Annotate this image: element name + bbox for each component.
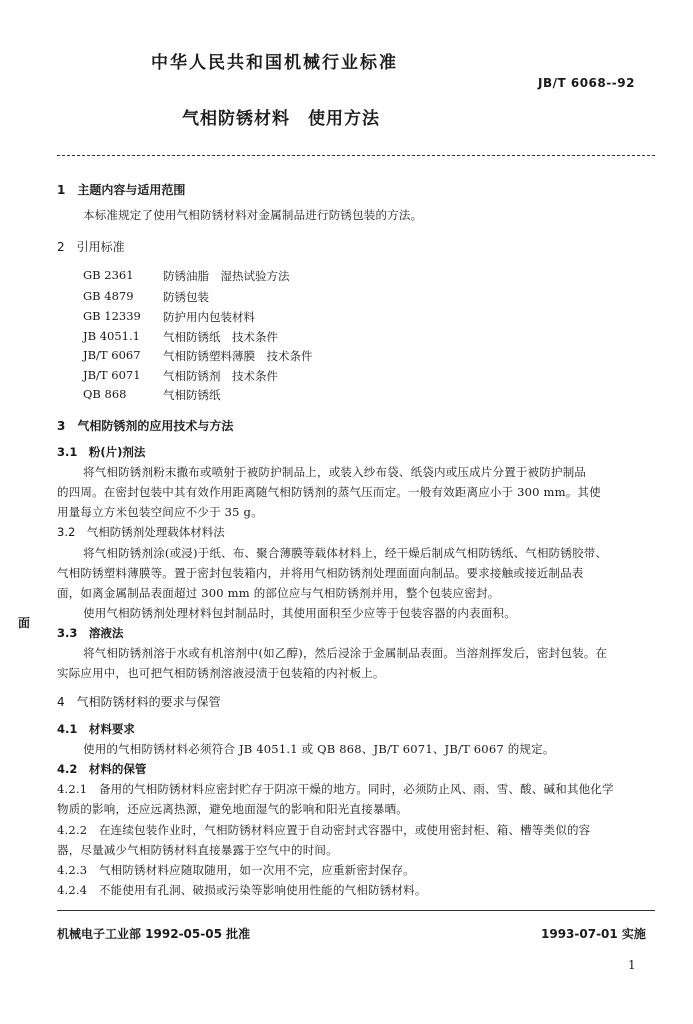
ref-code: JB/T 6071 <box>83 368 141 382</box>
section-3-1-line: 的四周。在密封包装中其有效作用距离随气相防锈剂的蒸气压而定。一般有效距离应小于 300 mm。其使 <box>57 485 601 499</box>
ref-title: 气相防锈塑料薄膜 技术条件 <box>163 349 313 363</box>
ref-code: GB 4879 <box>83 289 134 303</box>
org-title: 中华人民共和国机械行业标准 <box>151 53 398 73</box>
section-3-2-line: 气相防锈塑料薄膜等。置于密封包装箱内，并将用气相防锈剂处理面面向制品。要求接触或接近制品表 <box>57 566 584 580</box>
item-4-2-3: 4.2.3 气相防锈材料应随取随用，如一次用不完，应重新密封保存。 <box>57 863 415 877</box>
section-3-heading: 3 气相防锈剂的应用技术与方法 <box>57 419 234 433</box>
section-3-2-heading: 3.2 气相防锈剂处理载体材料法 <box>57 525 225 539</box>
header-rule <box>57 155 655 156</box>
implementation-date: 1993-07-01 实施 <box>541 927 646 941</box>
section-3-3-line: 将气相防锈剂溶于水或有机溶剂中(如乙醇)，然后浸涂于金属制品表面。当溶剂挥发后，密封包装。在 <box>83 646 608 660</box>
section-4-1-text: 使用的气相防锈材料必须符合 JB 4051.1 或 QB 868、JB/T 6071、JB/T 6067 的规定。 <box>83 742 555 756</box>
item-4-2-4: 4.2.4 不能使用有孔洞、破损或污染等影响使用性能的气相防锈材料。 <box>57 883 427 897</box>
page-number: 1 <box>628 958 636 972</box>
section-4-heading: 4 气相防锈材料的要求与保管 <box>57 695 221 709</box>
section-3-1-line: 将气相防锈剂粉末撒布或喷射于被防护制品上，或装入纱布袋、纸袋内或压成片分置于被防护制品 <box>83 465 587 479</box>
approval-line: 机械电子工业部 1992-05-05 批准 <box>57 927 251 941</box>
ref-title: 防锈油脂 湿热试验方法 <box>163 269 290 283</box>
ref-title: 气相防锈纸 技术条件 <box>163 330 278 344</box>
ref-code: GB 12339 <box>83 309 141 323</box>
ref-code: JB/T 6067 <box>83 348 141 362</box>
ref-title: 气相防锈纸 <box>163 388 221 402</box>
section-3-1-heading: 3.1 粉(片)剂法 <box>57 445 146 459</box>
section-3-3-line: 实际应用中，也可把气相防锈剂溶液浸渍于包装箱的内衬板上。 <box>57 666 385 680</box>
section-3-2-line: 将气相防锈剂涂(或浸)于纸、布、聚合薄膜等载体材料上，经干燥后制成气相防锈纸、气相防锈胶带、 <box>83 546 608 560</box>
ref-code: GB 2361 <box>83 268 134 282</box>
ref-code: QB 868 <box>83 387 127 401</box>
section-1-heading: 1 主题内容与适用范围 <box>57 183 186 197</box>
section-3-1-line: 用量每立方米包装空间应不少于 35 g。 <box>57 505 263 519</box>
section-4-1-heading: 4.1 材料要求 <box>57 722 135 736</box>
ref-code: JB 4051.1 <box>83 329 140 343</box>
item-4-2-1-line: 4.2.1 备用的气相防锈材料应密封贮存于阴凉干燥的地方。同时，必须防止风、雨、雪、酸、碱和其他化学 <box>57 782 614 796</box>
item-4-2-2-line: 器，尽量减少气相防锈材料直接暴露于空气中的时间。 <box>57 843 338 857</box>
section-2-heading: 2 引用标准 <box>57 240 125 254</box>
section-1-text: 本标准规定了使用气相防锈材料对金属制品进行防锈包装的方法。 <box>83 208 423 222</box>
margin-character: 面 <box>18 616 31 630</box>
item-4-2-2-line: 4.2.2 在连续包装作业时，气相防锈材料应置于自动密封式容器中，或使用密封柜、箱、槽等类似的容 <box>57 823 591 837</box>
section-3-2-line: 使用气相防锈剂处理材料包封制品时，其使用面积至少应等于包装容器的内表面积。 <box>83 606 516 620</box>
section-3-2-line: 面，如离金属制品表面超过 300 mm 的部位应与气相防锈剂并用，整个包装应密封。 <box>57 586 500 600</box>
ref-title: 防护用内包装材料 <box>163 310 255 324</box>
section-3-3-heading: 3.3 溶液法 <box>57 626 124 640</box>
item-4-2-1-line: 物质的影响，还应远离热源，避免地面湿气的影响和阳光直接暴晒。 <box>57 802 408 816</box>
footer-rule <box>57 910 655 911</box>
standard-number: JB/T 6068--92 <box>538 76 635 90</box>
ref-title: 气相防锈剂 技术条件 <box>163 369 278 383</box>
ref-title: 防锈包装 <box>163 290 209 304</box>
document-title: 气相防锈材料 使用方法 <box>182 109 380 129</box>
section-4-2-heading: 4.2 材料的保管 <box>57 762 147 776</box>
